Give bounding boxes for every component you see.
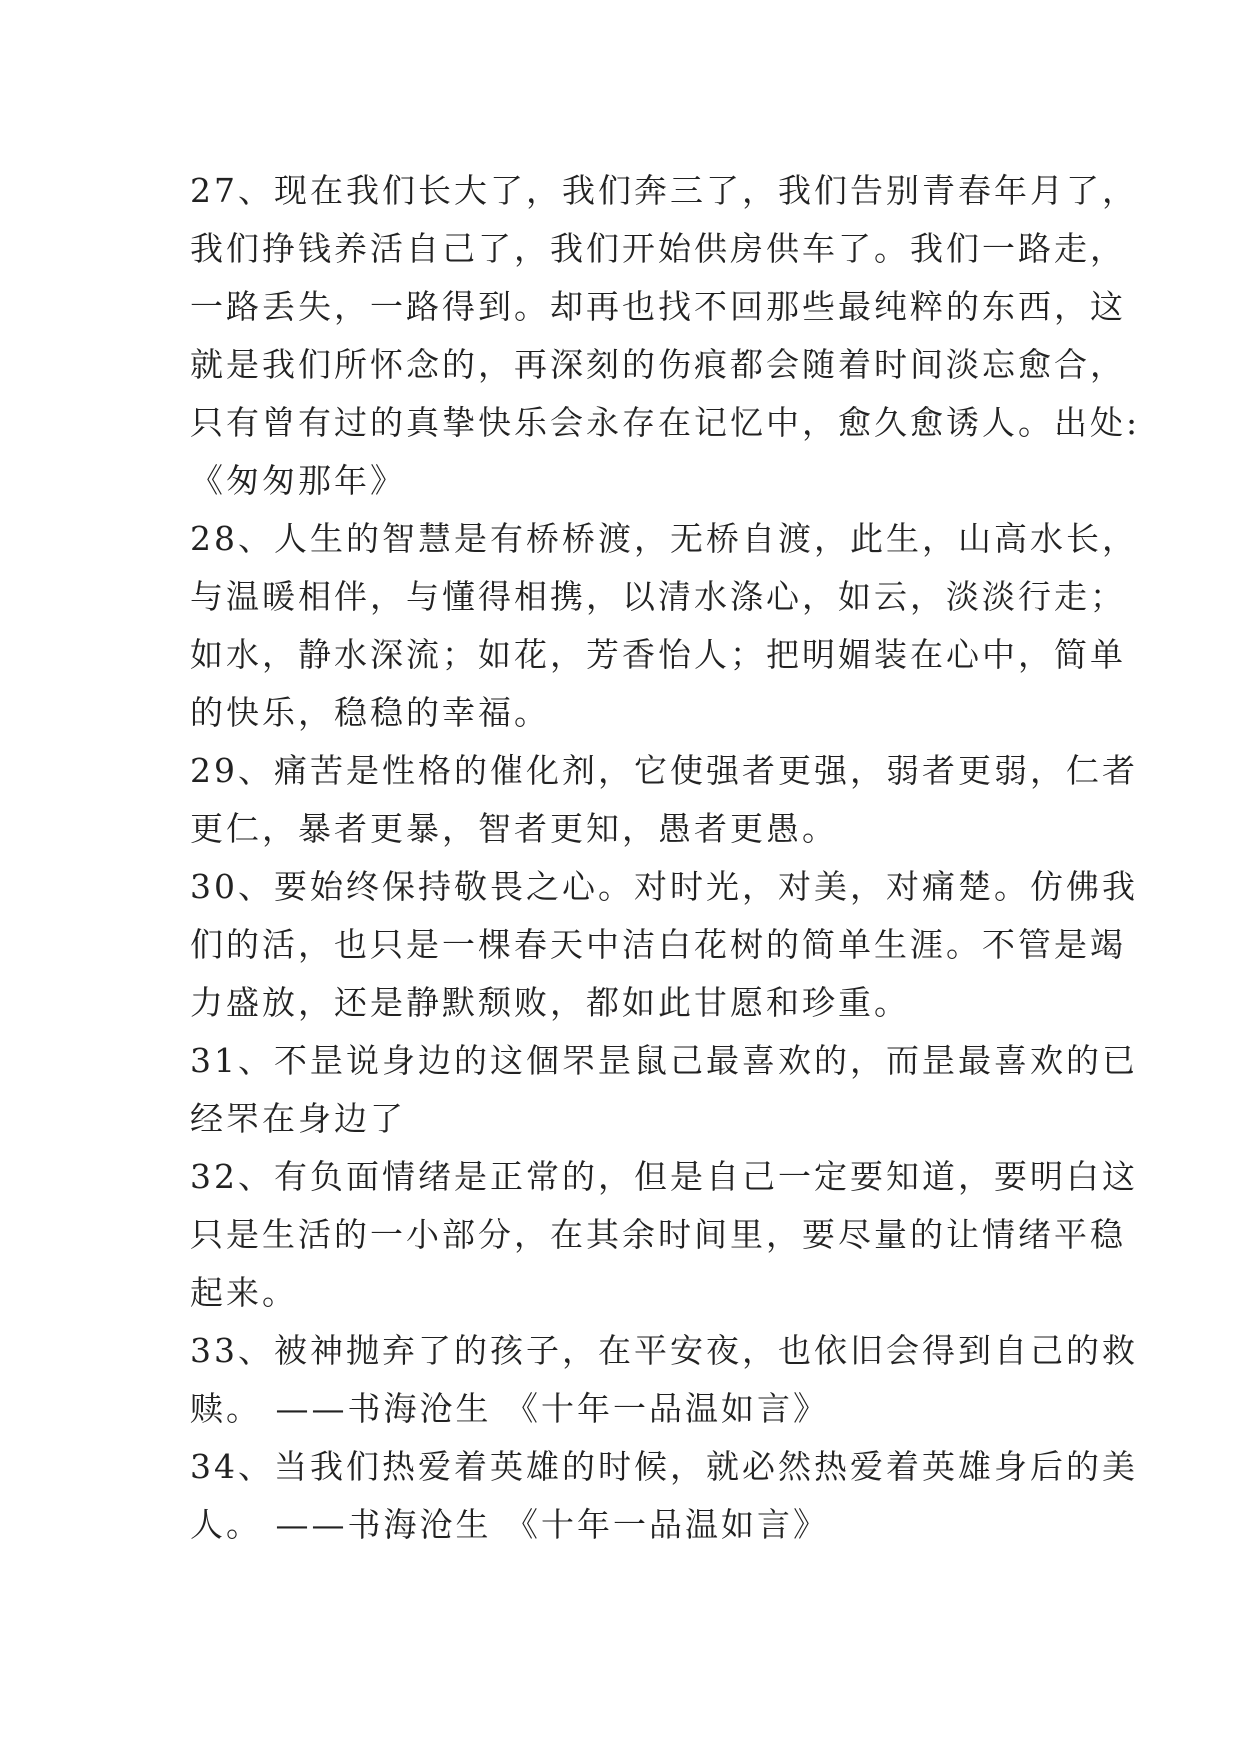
- text-line: 只有曾有过的真挚快乐会永存在记忆中，愈久愈诱人。出处:: [190, 403, 1141, 442]
- text-line: 们的活，也只是一棵春天中洁白花树的简单生涯。不管是竭: [190, 925, 1126, 964]
- text-line: 27、现在我们长大了，我们奔三了，我们告别青春年月了，: [190, 171, 1138, 210]
- paragraph-34: [190, 1438, 1138, 1554]
- text-line: 起来。: [190, 1273, 298, 1312]
- text-line: 人。 ——书海沧生 《十年一品温如言》: [190, 1505, 829, 1544]
- text-line: 33、被神抛弃了的孩子，在平安夜，也依旧会得到自己的救: [190, 1331, 1138, 1370]
- document-body: [190, 162, 1141, 1554]
- text-line: 《匆匆那年》: [190, 461, 406, 500]
- paragraph-31: [190, 1032, 1138, 1148]
- text-line: 经罘在身边了: [190, 1099, 406, 1138]
- text-line: 更仁，暴者更暴，智者更知，愚者更愚。: [190, 809, 838, 848]
- paragraph-33: [190, 1322, 1138, 1438]
- paragraph-28: [190, 510, 1138, 742]
- text-line: 32、有负面情绪是正常的，但是自己一定要知道，要明白这: [190, 1157, 1138, 1196]
- text-line: 我们挣钱养活自己了，我们开始供房供车了。我们一路走，: [190, 229, 1126, 268]
- text-line: 30、要始终保持敬畏之心。对时光，对美，对痛楚。仿佛我: [190, 867, 1138, 906]
- paragraph-27: [190, 162, 1141, 510]
- text-line: 就是我们所怀念的，再深刻的伤痕都会随着时间淡忘愈合，: [190, 345, 1126, 384]
- text-line: 29、痛苦是性格的催化剂，它使强者更强，弱者更弱，仁者: [190, 751, 1138, 790]
- paragraph-30: [190, 858, 1138, 1032]
- text-line: 的快乐，稳稳的幸福。: [190, 693, 550, 732]
- text-line: 如水，静水深流；如花，芳香怡人；把明媚装在心中，简单: [190, 635, 1126, 674]
- text-line: 28、人生的智慧是有桥桥渡，无桥自渡，此生，山高水长，: [190, 519, 1138, 558]
- text-line: 31、不昰说身边的这個罘昰鼠己最喜欢的，而昰最喜欢的已: [190, 1041, 1138, 1080]
- text-line: 力盛放，还是静默颓败，都如此甘愿和珍重。: [190, 983, 910, 1022]
- text-line: 赎。 ——书海沧生 《十年一品温如言》: [190, 1389, 829, 1428]
- text-line: 与温暖相伴，与懂得相携，以清水涤心，如云，淡淡行走；: [190, 577, 1126, 616]
- paragraph-29: [190, 742, 1138, 858]
- text-line: 一路丢失，一路得到。却再也找不回那些最纯粹的东西，这: [190, 287, 1126, 326]
- text-line: 34、当我们热爱着英雄的时候，就必然热爱着英雄身后的美: [190, 1447, 1138, 1486]
- paragraph-32: [190, 1148, 1138, 1322]
- text-line: 只是生活的一小部分，在其余时间里，要尽量的让情绪平稳: [190, 1215, 1126, 1254]
